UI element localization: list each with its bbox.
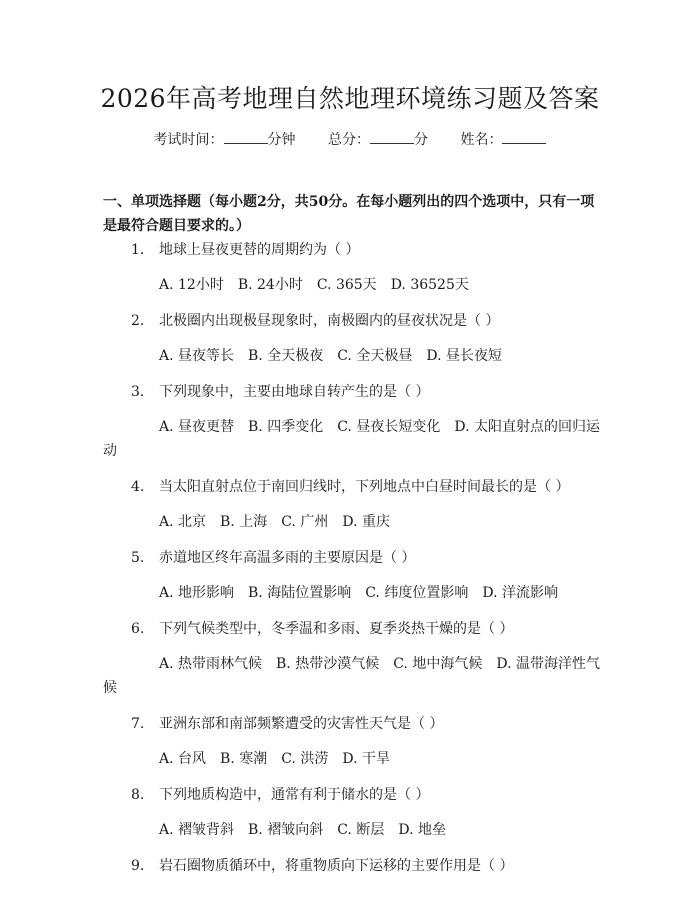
option-b: B. 四季变化 [248,419,324,435]
option-d: D. 干旱 [342,751,390,767]
option-list [103,581,603,605]
question-number: 9. [131,858,145,874]
option-list [103,510,603,534]
score-unit: 分 [414,132,428,148]
question-1 [103,240,603,297]
option-d: D. 36525天 [390,277,469,293]
option-a: A. 地形影响 [159,585,235,601]
question-list [103,240,603,889]
name-blank [502,130,546,144]
option-a: A. 北京 [159,514,207,530]
option-d: D. 洋流影响 [482,585,558,601]
option-c: C. 纬度位置影响 [365,585,469,601]
question-6 [103,619,603,700]
question-7 [103,714,603,771]
question-5 [103,548,603,605]
option-a: A. 12小时 [159,277,224,293]
question-number: 4. [131,479,145,495]
option-c: C. 365天 [316,277,377,293]
option-b: B. 海陆位置影响 [248,585,352,601]
option-b: B. 24小时 [237,277,303,293]
time-blank [224,130,268,144]
question-stem: 岩石圈物质循环中，将重物质向下运移的主要作用是（ ） [159,858,514,874]
option-list [103,344,603,368]
question-2 [103,311,603,368]
option-list [103,273,603,297]
exam-meta [0,130,700,150]
option-d: D. 温带海洋性气候 [103,656,600,696]
question-stem: 当太阳直射点位于南回归线时，下列地点中白昼时间最长的是（ ） [159,479,570,495]
question-number: 5. [131,550,145,566]
option-a: A. 昼夜更替 [159,419,235,435]
question-9 [103,856,603,876]
question-stem: 地球上昼夜更替的周期约为（ ） [159,242,360,258]
question-stem: 赤道地区终年高温多雨的主要原因是（ ） [159,550,416,566]
option-d: D. 昼长夜短 [426,348,502,364]
question-number: 3. [131,384,145,400]
time-unit: 分钟 [267,132,296,148]
option-a: A. 热带雨林气候 [159,656,263,672]
question-number: 6. [131,621,145,637]
question-number: 7. [131,716,145,732]
option-b: B. 上海 [220,514,268,530]
question-stem: 下列地质构造中，通常有利于储水的是（ ） [159,787,430,803]
option-d: D. 重庆 [342,514,390,530]
score-label: 总分： [328,132,370,148]
option-d: D. 地垒 [398,822,446,838]
option-a: A. 褶皱背斜 [159,822,235,838]
name-label: 姓名： [460,132,503,148]
option-b: B. 热带沙漠气候 [276,656,380,672]
question-4 [103,477,603,534]
option-list [103,818,603,842]
question-number: 1. [131,242,145,258]
question-number: 2. [131,313,145,329]
option-list [103,652,603,700]
question-number: 8. [131,787,145,803]
option-c: C. 全天极昼 [337,348,413,364]
option-c: C. 昼夜长短变化 [337,419,441,435]
option-c: C. 广州 [281,514,329,530]
question-8 [103,785,603,842]
option-c: C. 断层 [337,822,385,838]
option-a: A. 昼夜等长 [159,348,235,364]
question-stem: 下列气候类型中，冬季温和多雨、夏季炎热干燥的是（ ） [159,621,514,637]
option-c: C. 地中海气候 [393,656,483,672]
question-3 [103,382,603,463]
option-a: A. 台风 [159,751,207,767]
option-c: C. 洪涝 [281,751,329,767]
question-stem: 下列现象中，主要由地球自转产生的是（ ） [159,384,430,400]
exam-time [154,130,296,150]
option-b: B. 褶皱向斜 [248,822,324,838]
time-label: 考试时间： [153,132,224,148]
section-heading: 一、单项选择题（每小题2分，共50分。在每小题列出的四个选项中，只有一项是最符合题目要求的。） [103,194,595,234]
option-b: B. 寒潮 [220,751,268,767]
option-d: D. 太阳直射点的回归运动 [103,419,600,459]
question-stem: 亚洲东部和南部频繁遭受的灾害性天气是（ ） [159,716,444,732]
score-blank [370,130,414,144]
question-stem: 北极圈内出现极昼现象时，南极圈内的昼夜状况是（ ） [159,313,500,329]
page-title: 2026年高考地理自然地理环境练习题及答案 [100,84,600,113]
option-list [103,415,603,463]
option-list [103,747,603,771]
student-name [460,130,546,150]
total-score [328,130,428,150]
option-b: B. 全天极夜 [248,348,324,364]
